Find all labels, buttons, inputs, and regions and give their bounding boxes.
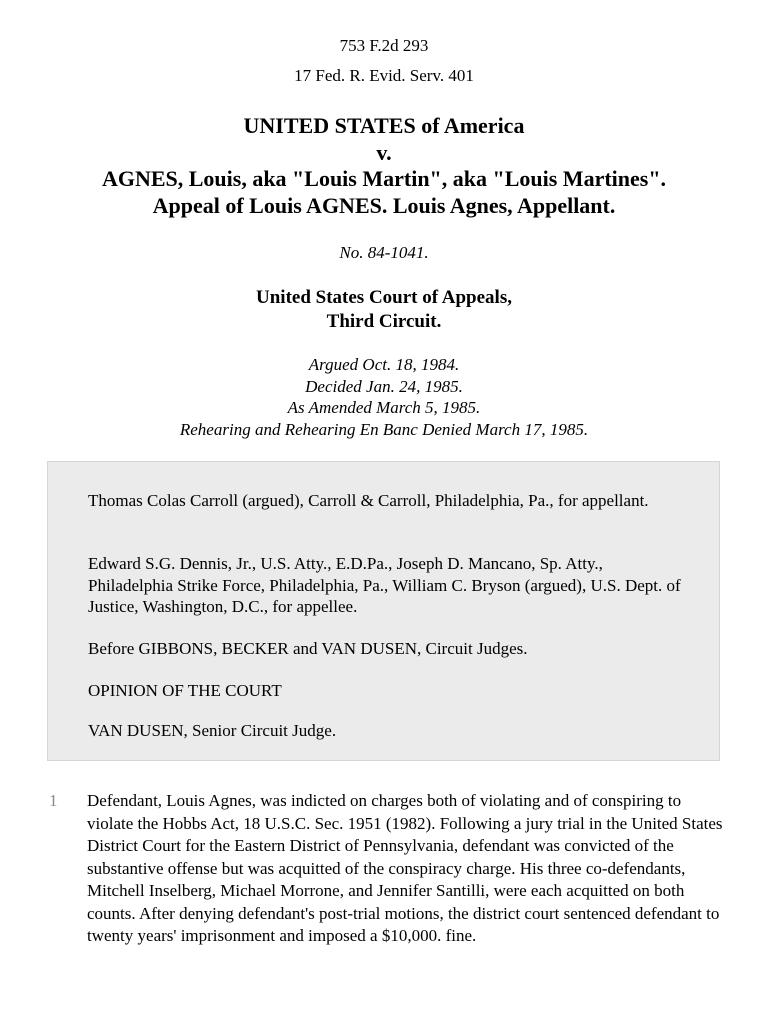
reporter-citation: 753 F.2d 293	[339, 36, 429, 55]
evidence-service-citation: 17 Fed. R. Evid. Serv. 401	[294, 66, 474, 85]
docket-number: No. 84-1041.	[339, 243, 429, 262]
appellant-counsel: Thomas Colas Carroll (argued), Carroll & Carroll, Philadelphia, Pa., for appellant.	[88, 491, 649, 510]
court-name-line-2: Third Circuit.	[326, 311, 442, 332]
argued-date: Argued Oct. 18, 1984.	[308, 355, 460, 374]
opinion-heading: OPINION OF THE COURT	[88, 681, 282, 700]
counsel-panel	[47, 461, 720, 761]
paragraph-number: 1	[49, 791, 58, 810]
court-name-line-1: United States Court of Appeals,	[256, 287, 512, 308]
court-name	[0, 286, 768, 334]
caption-appeal: Appeal of Louis AGNES. Louis Agnes, Appellant.	[152, 192, 616, 218]
opinion-author: VAN DUSEN, Senior Circuit Judge.	[88, 721, 337, 740]
paragraph-text: Defendant, Louis Agnes, was indicted on charges both of violating and of conspiring to violate the Hobbs Act, 18 U.S.C. Sec. 1951 (1982). Following a jury trial in the United States District Court for the Eastern District of Pennsylvania, defendant was convicted of the substantive offense but was acquitted of the conspiracy charge. His three co-defendants, Mitchell Inselberg, Michael Morrone, and Jennifer Santilli, were each acquitted on both counts. After denying defendant's post-trial motions, the district court sentenced defendant to twenty years' imprisonment and imposed a $10,000. fine.	[87, 791, 723, 945]
amended-date: As Amended March 5, 1985.	[287, 398, 481, 417]
decided-date: Decided Jan. 24, 1985.	[305, 376, 463, 396]
caption-defendant: AGNES, Louis, aka "Louis Martin", aka "Louis Martines".	[101, 166, 667, 191]
caption-plaintiff: UNITED STATES of America	[243, 113, 525, 138]
rehearing-date: Rehearing and Rehearing En Banc Denied March 17, 1985.	[179, 419, 589, 439]
bench-panel: Before GIBBONS, BECKER and VAN DUSEN, Circuit Judges.	[88, 639, 528, 658]
appellee-counsel: Edward S.G. Dennis, Jr., U.S. Atty., E.D.Pa., Joseph D. Mancano, Sp. Atty., Philadelphia Strike Force, Philadelphia, Pa., William C. Bryson (argued), U.S. Dept. of Justice, Washington, D.C., for appellee.	[88, 554, 681, 616]
case-caption	[0, 113, 768, 219]
caption-versus: v.	[376, 139, 392, 165]
case-dates	[0, 354, 768, 440]
